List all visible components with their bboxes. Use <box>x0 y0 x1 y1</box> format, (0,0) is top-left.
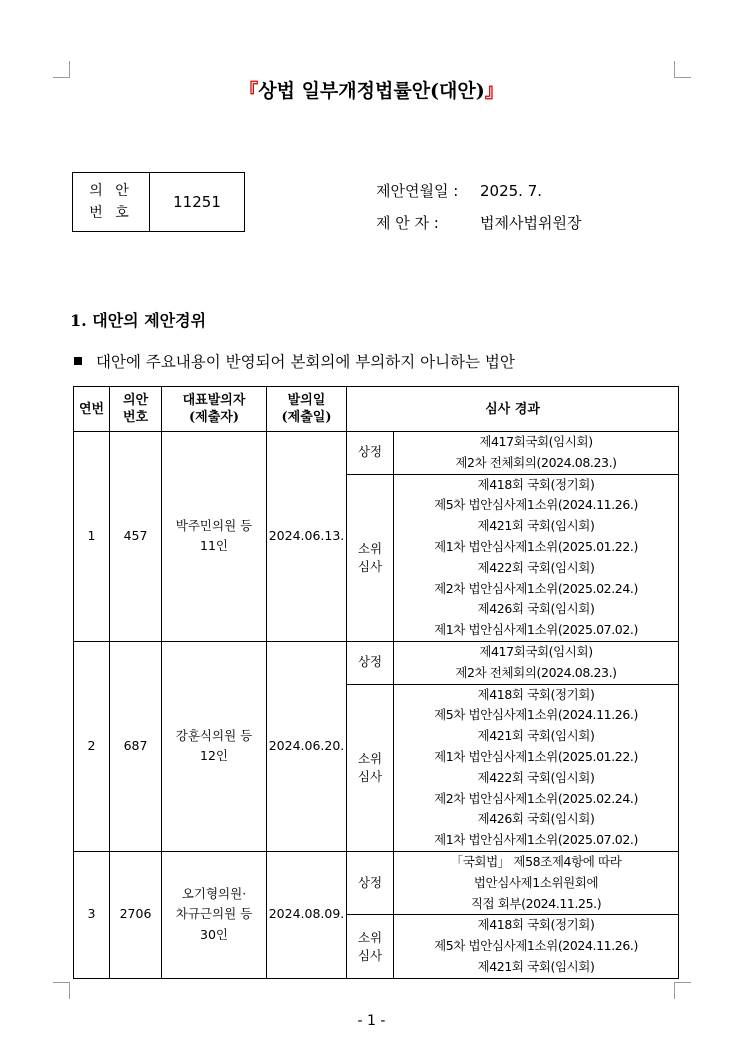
header-date: 발의일 (제출일) <box>267 387 347 432</box>
header-review-history: 심사 경과 <box>347 387 679 432</box>
bill-number-box <box>72 172 245 232</box>
row-stage-label: 소위 심사 <box>347 684 394 851</box>
row-date: 2024.06.13. <box>267 432 347 642</box>
row-proposer: 박주민의원 등 11인 <box>162 432 267 642</box>
square-bullet-icon <box>74 357 82 365</box>
bullet-text: 대안에 주요내용이 반영되어 본회의에 부의하지 아니하는 법안 <box>96 353 515 371</box>
row-stage-label: 소위 심사 <box>347 474 394 641</box>
row-serial: 2 <box>74 641 110 851</box>
bill-label-line1: 의 안 <box>89 183 133 199</box>
bill-number-value: 11251 <box>150 173 245 232</box>
header-proposer: 대표발의자 (제출자) <box>162 387 267 432</box>
page-corner-bottom-right <box>674 982 691 999</box>
table-row <box>74 851 679 914</box>
table-row <box>74 641 679 684</box>
table-row <box>74 432 679 475</box>
row-stage-details: 제417회국회(임시회) 제2차 전체회의(2024.08.23.) <box>394 641 679 684</box>
table-header-row <box>74 387 679 432</box>
row-stage-label: 상정 <box>347 641 394 684</box>
row-stage-label: 상정 <box>347 851 394 914</box>
page-corner-bottom-left <box>53 982 70 999</box>
title-open-bracket: 『 <box>239 80 259 102</box>
proposer-label: 제 안 자 : <box>376 214 439 232</box>
row-bill-number: 2706 <box>110 851 162 978</box>
title-close-bracket: 』 <box>484 80 504 102</box>
row-stage-label: 소위 심사 <box>347 915 394 978</box>
proposal-date-value: 2025. 7. <box>480 182 543 200</box>
bill-label-line2: 번 호 <box>89 205 133 221</box>
header-serial: 연번 <box>74 387 110 432</box>
row-date: 2024.06.20. <box>267 641 347 851</box>
header-bill-number: 의안 번호 <box>110 387 162 432</box>
title-text: 상법 일부개정법률안(대안) <box>258 80 485 102</box>
proposer-value: 법제사법위원장 <box>480 214 582 232</box>
row-serial: 1 <box>74 432 110 642</box>
page-number: - 1 - <box>357 1013 386 1029</box>
row-bill-number: 457 <box>110 432 162 642</box>
row-date: 2024.08.09. <box>267 851 347 978</box>
row-stage-details: 제418회 국회(정기회) 제5차 법안심사제1소위(2024.11.26.) 제421회 국회(임시회) <box>394 915 679 978</box>
row-stage-details: 제418회 국회(정기회) 제5차 법안심사제1소위(2024.11.26.) 제421회 국회(임시회) 제1차 법안심사제1소위(2025.01.22.) 제422회 국회(임시회) 제2차 법안심사제1소위(2025.02.24.) 제426회 국회(임시회) 제1차 법안심사제1소위(2025.07.02.) <box>394 474 679 641</box>
proposal-date-row <box>376 180 542 201</box>
row-stage-details: 제418회 국회(정기회) 제5차 법안심사제1소위(2024.11.26.) 제421회 국회(임시회) 제1차 법안심사제1소위(2025.01.22.) 제422회 국회(임시회) 제2차 법안심사제1소위(2025.02.24.) 제426회 국회(임시회) 제1차 법안심사제1소위(2025.07.02.) <box>394 684 679 851</box>
bullet-paragraph <box>74 350 515 372</box>
bill-number-label <box>73 173 150 232</box>
row-stage-label: 상정 <box>347 432 394 475</box>
review-history-table <box>73 386 679 979</box>
row-stage-details: 「국회법」 제58조제4항에 따라 법안심사제1소위원회에 직접 회부(2024.11.25.) <box>394 851 679 914</box>
proposer-row <box>376 212 581 233</box>
document-title <box>0 76 743 103</box>
row-bill-number: 687 <box>110 641 162 851</box>
row-proposer: 오기형의원· 차규근의원 등 30인 <box>162 851 267 978</box>
row-stage-details: 제417회국회(임시회) 제2차 전체회의(2024.08.23.) <box>394 432 679 475</box>
proposal-date-label: 제안연월일 : <box>376 182 459 200</box>
section-heading: 1. 대안의 제안경위 <box>70 311 207 330</box>
row-serial: 3 <box>74 851 110 978</box>
row-proposer: 강훈식의원 등 12인 <box>162 641 267 851</box>
